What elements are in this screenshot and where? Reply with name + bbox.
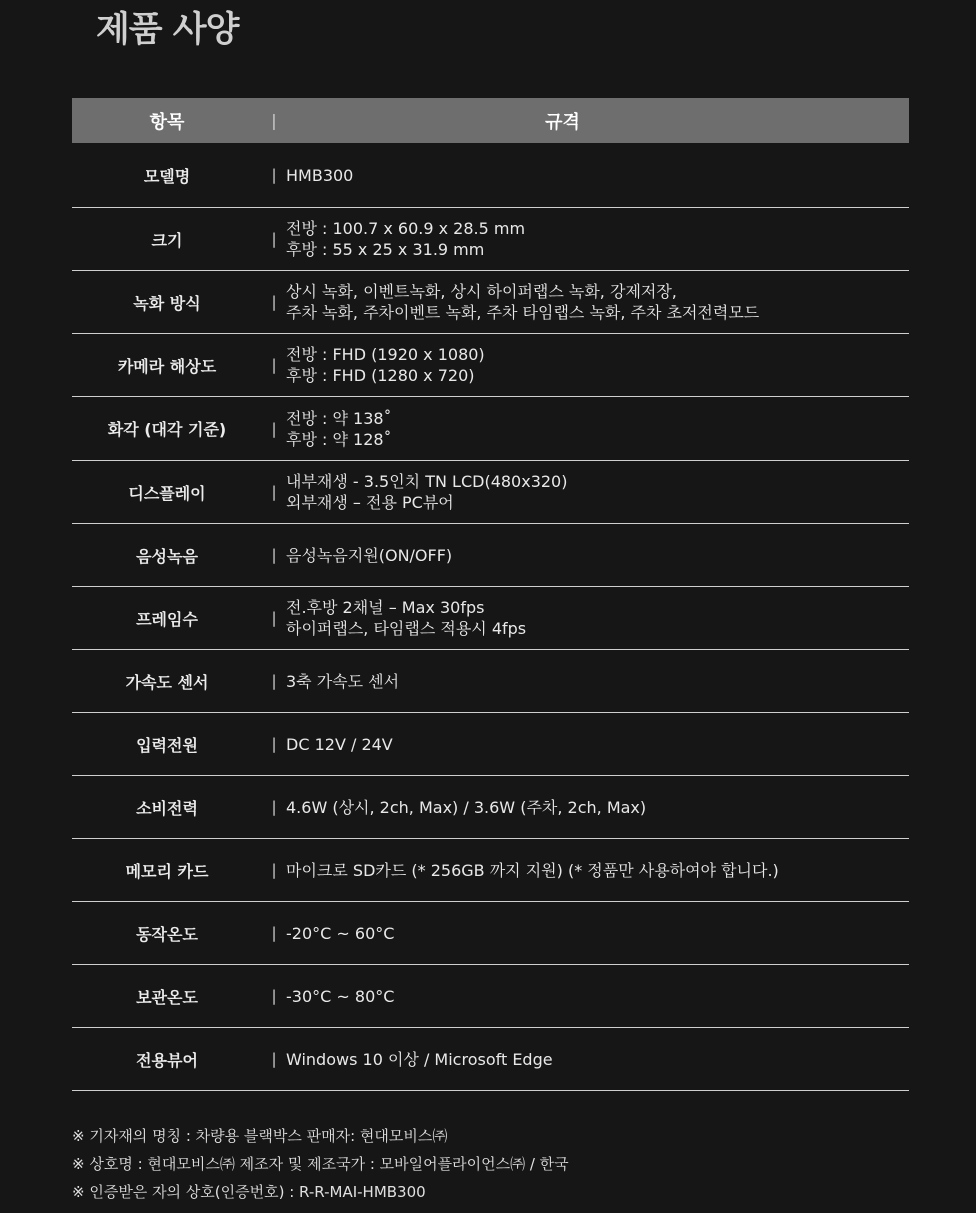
table-row — [72, 524, 909, 587]
table-row — [72, 461, 909, 524]
note-company: ※ 상호명 : 현대모비스㈜ 제조자 및 제조국가 : 모바일어플라이언스㈜ / 한국 — [72, 1155, 569, 1173]
row-label: 디스플레이 — [128, 483, 206, 503]
row-label: 메모리 카드 — [125, 861, 209, 881]
row-value-line: 전.후방 2채널 – Max 30fps — [286, 598, 485, 617]
notes — [72, 1122, 569, 1206]
row-label: 카메라 해상도 — [117, 356, 217, 376]
note-certification: ※ 인증받은 자의 상호(인증번호) : R-R-MAI-HMB300 — [72, 1183, 426, 1201]
row-value — [286, 671, 909, 692]
row-label: 화각 (대각 기준) — [107, 420, 227, 439]
row-separator: | — [271, 356, 277, 374]
row-value-line: 음성녹음지원(ON/OFF) — [286, 545, 453, 565]
row-label: 녹화 방식 — [133, 293, 201, 313]
row-value — [286, 344, 909, 386]
row-separator: | — [271, 166, 277, 184]
row-value — [286, 1049, 909, 1070]
table-row — [72, 1028, 909, 1091]
table-row — [72, 839, 909, 902]
table-row — [72, 650, 909, 713]
row-value — [286, 471, 909, 513]
row-value-line: -20°C ~ 60°C — [286, 923, 395, 943]
row-value-line: 마이크로 SD카드 (* 256GB 까지 지원) (* 정품만 사용하여야 합니다.) — [286, 860, 779, 880]
row-separator: | — [271, 987, 277, 1005]
table-row — [72, 334, 909, 397]
row-value-line: 전방 : 100.7 x 60.9 x 28.5 mm — [286, 219, 526, 238]
row-label: 보관온도 — [136, 987, 198, 1007]
row-value-line: HMB300 — [286, 165, 354, 185]
row-value-line: 주차 녹화, 주차이벤트 녹화, 주차 타임랩스 녹화, 주차 초저전력모드 — [286, 303, 760, 322]
table-row — [72, 713, 909, 776]
row-value-line: 전방 : 약 138˚ — [286, 408, 392, 428]
row-value — [286, 218, 909, 260]
row-value-line: 외부재생 – 전용 PC뷰어 — [286, 493, 454, 512]
table-row — [72, 902, 909, 965]
header-item: 항목 — [149, 111, 185, 133]
row-label: 소비전력 — [136, 798, 198, 818]
row-label: 입력전원 — [136, 735, 198, 755]
row-separator: | — [271, 798, 277, 816]
row-separator: | — [271, 861, 277, 879]
row-value-line: 내부재생 - 3.5인치 TN LCD(480x320) — [286, 472, 568, 491]
row-label: 전용뷰어 — [136, 1050, 198, 1070]
table-row — [72, 208, 909, 271]
row-separator: | — [271, 609, 277, 627]
table-row — [72, 776, 909, 839]
row-value — [286, 797, 909, 818]
row-label: 모델명 — [143, 166, 191, 186]
table-row — [72, 965, 909, 1028]
row-separator: | — [271, 546, 277, 564]
table-row — [72, 271, 909, 334]
table-header — [72, 98, 909, 143]
row-value-line: 3축 가속도 센서 — [286, 671, 400, 691]
header-separator: | — [271, 111, 277, 130]
row-separator: | — [271, 483, 277, 501]
row-value-line: 하이퍼랩스, 타임랩스 적용시 4fps — [286, 619, 527, 638]
spec-table — [72, 98, 909, 1091]
row-value — [286, 165, 909, 186]
table-row — [72, 143, 909, 208]
row-value-line: -30°C ~ 80°C — [286, 986, 395, 1006]
row-value — [286, 281, 909, 323]
table-body — [72, 143, 909, 1091]
row-value — [286, 860, 909, 881]
row-label: 프레임수 — [136, 609, 198, 629]
row-separator: | — [271, 924, 277, 942]
row-separator: | — [271, 1050, 277, 1068]
row-separator: | — [271, 230, 277, 248]
row-value-line: 4.6W (상시, 2ch, Max) / 3.6W (주차, 2ch, Max) — [286, 797, 647, 817]
row-separator: | — [271, 293, 277, 311]
row-value — [286, 986, 909, 1007]
row-value-line: Windows 10 이상 / Microsoft Edge — [286, 1049, 553, 1069]
table-row — [72, 587, 909, 650]
row-separator: | — [271, 419, 277, 438]
row-value-line: 후방 : 55 x 25 x 31.9 mm — [286, 240, 485, 259]
row-value — [286, 734, 909, 755]
row-value — [286, 597, 909, 639]
row-label: 음성녹음 — [136, 546, 198, 566]
row-value-line: 후방 : 약 128˚ — [286, 429, 392, 449]
row-value-line: 후방 : FHD (1280 x 720) — [286, 366, 475, 385]
row-value-line: 전방 : FHD (1920 x 1080) — [286, 345, 485, 364]
page-title: 제품 사양 — [96, 10, 239, 50]
row-value — [286, 923, 909, 944]
row-label: 가속도 센서 — [125, 672, 209, 692]
row-value — [286, 408, 909, 450]
row-label: 크기 — [151, 230, 183, 250]
row-label: 동작온도 — [136, 924, 198, 944]
row-value-line: DC 12V / 24V — [286, 734, 393, 754]
row-separator: | — [271, 672, 277, 690]
note-product-name: ※ 기자재의 명칭 : 차량용 블랙박스 판매자: 현대모비스㈜ — [72, 1127, 448, 1145]
row-value-line: 상시 녹화, 이벤트녹화, 상시 하이퍼랩스 녹화, 강제저장, — [286, 282, 677, 301]
row-separator: | — [271, 735, 277, 753]
header-spec: 규격 — [545, 111, 580, 133]
table-row — [72, 397, 909, 461]
row-value — [286, 545, 909, 566]
